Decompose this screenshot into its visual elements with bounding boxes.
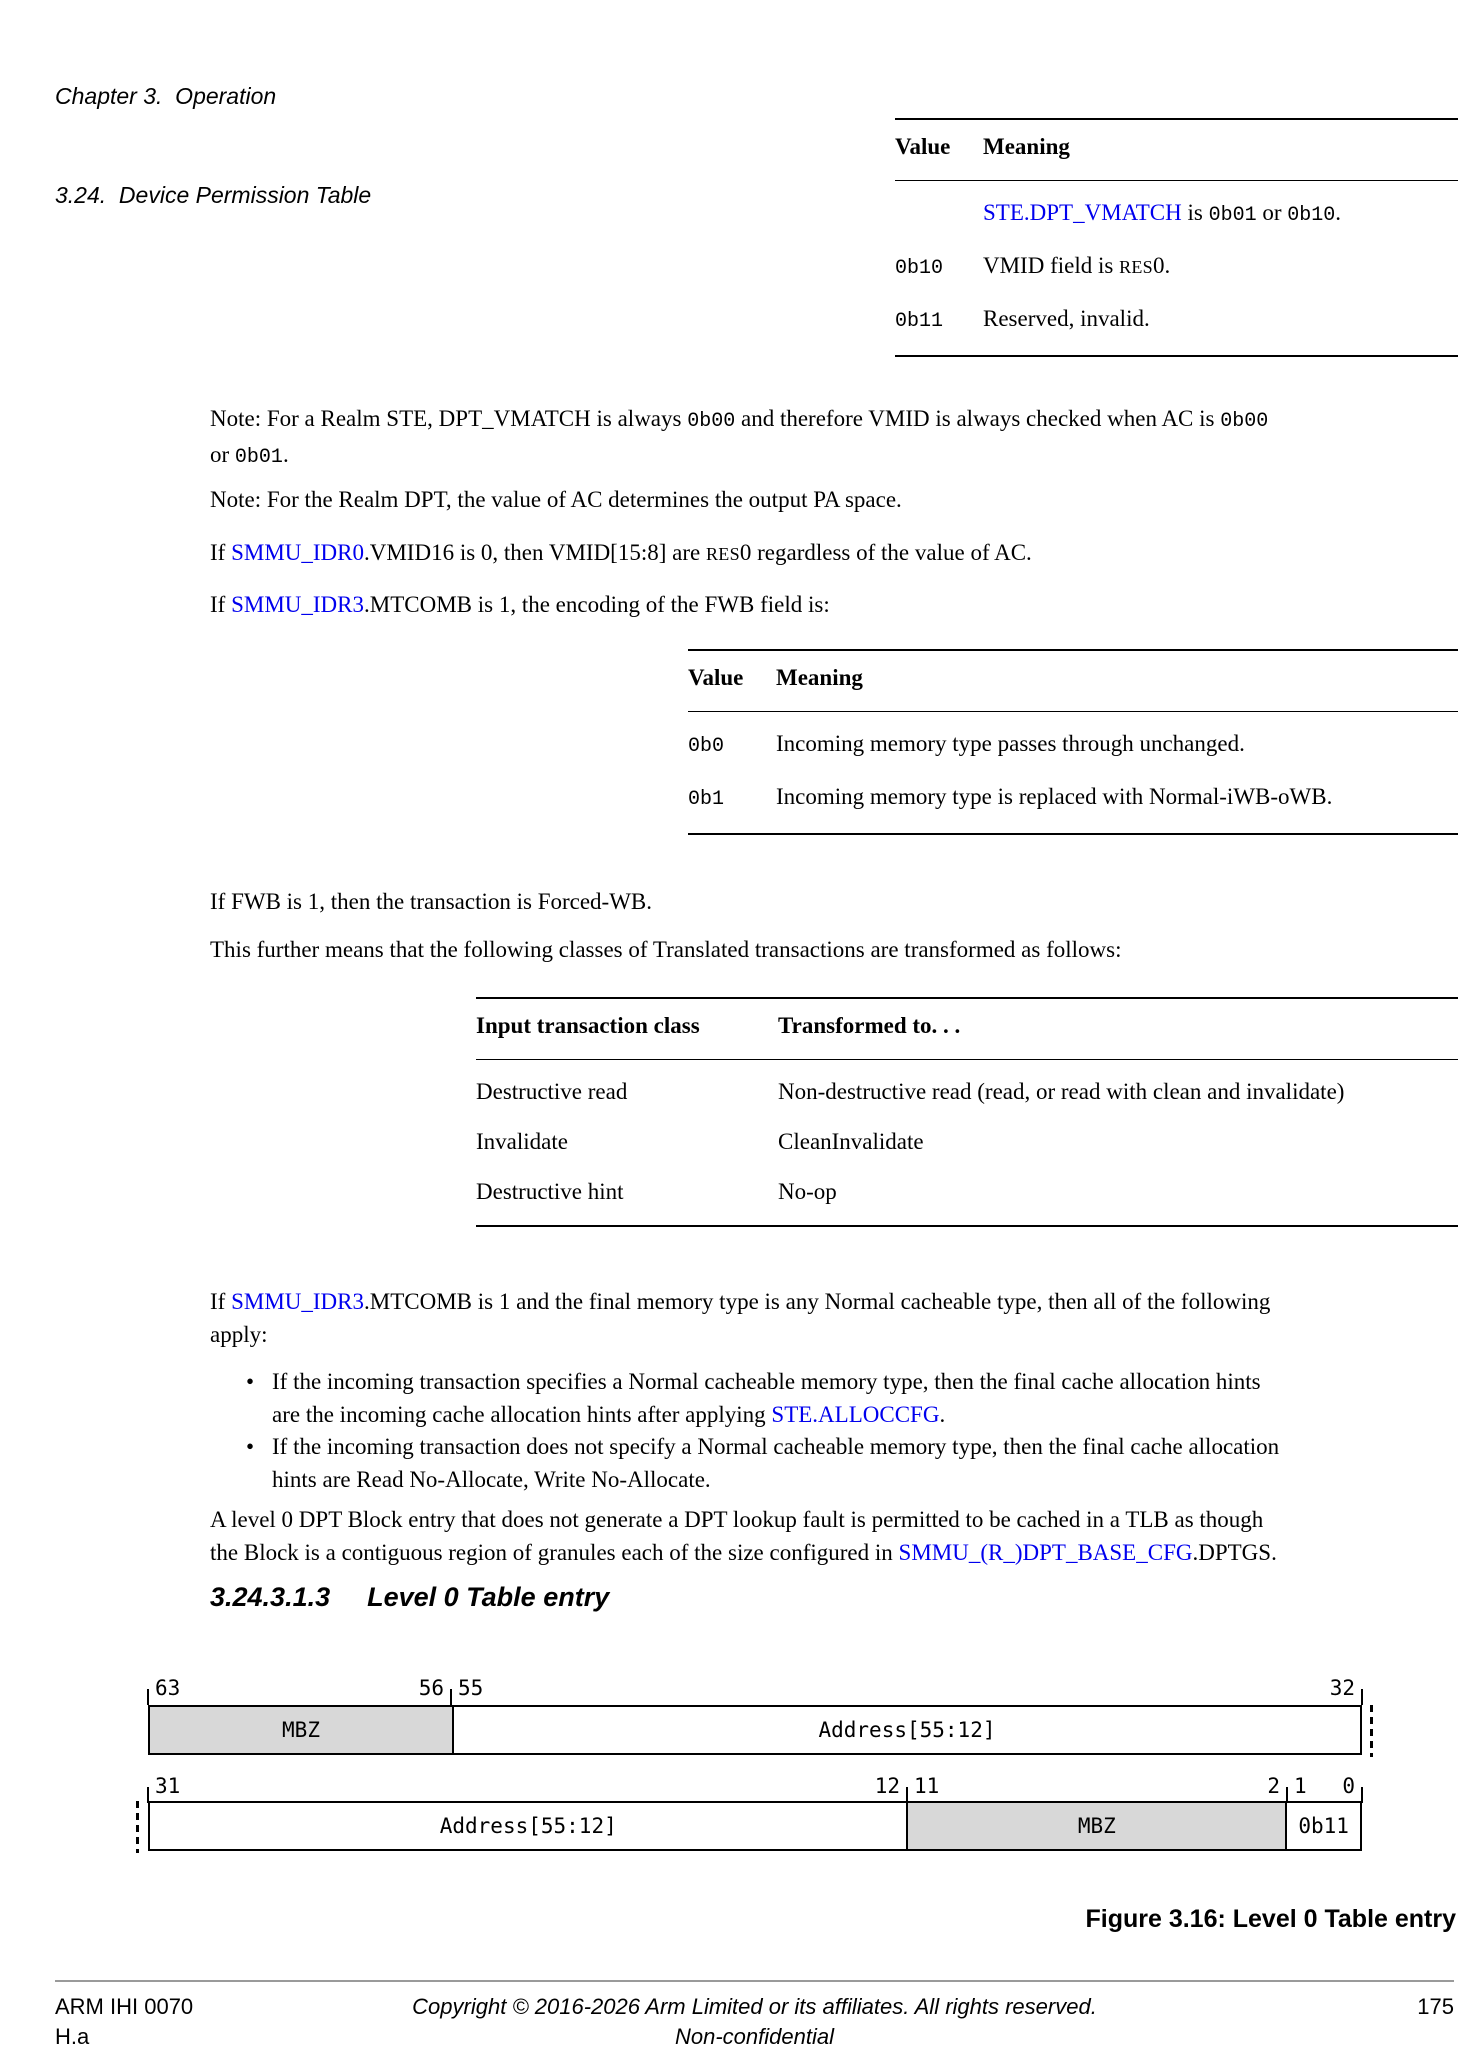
text-line <box>210 402 1460 438</box>
text-run: . <box>939 1402 946 1427</box>
text-line <box>210 1536 1460 1569</box>
text-line <box>210 885 1460 918</box>
text-run: Reserved, invalid. <box>983 306 1150 331</box>
text-run: 0 regardless of the value of AC. <box>739 540 1032 565</box>
text-run: If <box>210 592 232 617</box>
bit-number-low: 56 <box>418 1676 444 1700</box>
text-run: the Block is a contiguous region of granules each of the size configured in <box>210 1540 899 1565</box>
paragraph-fwb <box>210 885 1460 918</box>
bitfield-label: Address[55:12] <box>818 1718 996 1742</box>
paragraph-mtcomb-intro <box>210 588 1460 621</box>
table-cell <box>983 249 1458 285</box>
table-header-cell: Transformed to. . . <box>778 1013 961 1038</box>
table-row <box>476 1167 1458 1217</box>
text-line <box>210 1503 1460 1536</box>
text-run: A level 0 DPT Block entry that does not generate a DPT lookup fault is permitted to be cached in a TLB as though <box>210 1507 1264 1532</box>
text-line <box>210 933 1460 966</box>
table-header-cell: Input transaction class <box>476 1013 700 1038</box>
bitfield-cell-0b11 <box>1285 1803 1360 1849</box>
text-line <box>272 1463 1460 1496</box>
doc-id: ARM IHI 0070 <box>55 1994 194 2019</box>
doc-version: H.a <box>55 2024 90 2048</box>
table-header-row <box>688 651 1458 712</box>
bitfield-label: MBZ <box>1077 1814 1116 1838</box>
note-paragraph-realm-dpt <box>210 483 1460 516</box>
table-row <box>895 241 1458 294</box>
text-run: This further means that the following classes of Translated transactions are transformed as follows: <box>210 937 1122 962</box>
text-run: hints are Read No-Allocate, Write No-Allocate. <box>272 1467 711 1492</box>
text-run: Invalidate <box>476 1129 568 1154</box>
text-line <box>210 588 1460 621</box>
text-run: or <box>210 442 235 467</box>
table-row <box>688 772 1458 825</box>
text-line <box>210 1285 1460 1318</box>
header-chapter: Chapter 3. Operation <box>55 83 277 109</box>
table-cell <box>895 302 983 338</box>
table-cell <box>778 1125 1458 1158</box>
text-run: . <box>1335 200 1342 225</box>
table-cell <box>778 1175 1458 1208</box>
table-body <box>688 712 1458 833</box>
table-cell <box>476 1125 778 1158</box>
text-run: If FWB is 1, then the transaction is Forced-WB. <box>210 889 653 914</box>
section-heading <box>210 1582 609 1613</box>
table-row <box>895 294 1458 347</box>
bit-boundary-tick <box>1361 1689 1363 1705</box>
text-run: .DPTGS. <box>1192 1540 1277 1565</box>
text-run: CleanInvalidate <box>778 1129 924 1154</box>
bitfield-cell-address-55-12- <box>150 1803 906 1849</box>
bullet-marker: • <box>246 1434 255 1459</box>
table-body <box>476 1060 1458 1225</box>
bitfield-cell-address-55-12- <box>452 1707 1360 1753</box>
bit-number-high: 63 <box>155 1676 181 1700</box>
note-paragraph-vmatch <box>210 402 1460 474</box>
text-line <box>210 483 1460 516</box>
footer-page-number: 175 <box>1417 1994 1454 2019</box>
table-cell <box>776 780 1458 816</box>
table-cell <box>983 302 1458 338</box>
page-header <box>55 14 371 278</box>
text-run: If the incoming transaction does not specify a Normal cacheable memory type, then the final cache allocation <box>272 1434 1280 1459</box>
doc-link[interactable]: SMMU_IDR0 <box>231 540 364 565</box>
bit-boundary-tick <box>147 1689 149 1705</box>
inline-code: 0b10 <box>1287 204 1336 227</box>
continuation-dashed-line <box>1370 1705 1373 1757</box>
inline-code: 0b01 <box>234 446 283 469</box>
table-row <box>476 1067 1458 1117</box>
bitfield-cell-mbz <box>906 1803 1285 1849</box>
doc-link[interactable]: SMMU_(R_)DPT_BASE_CFG <box>898 1540 1193 1565</box>
bit-number-low: 32 <box>1329 1676 1355 1700</box>
text-run: Note: For the Realm DPT, the value of AC determines the output PA space. <box>210 487 902 512</box>
table-row <box>688 719 1458 772</box>
paragraph-mtcomb-apply <box>210 1285 1460 1351</box>
bullet-item <box>272 1365 1460 1431</box>
table-header-row <box>895 120 1458 181</box>
section-title: Level 0 Table entry <box>367 1582 610 1612</box>
footer-rule <box>55 1980 1454 1982</box>
text-run: apply: <box>210 1322 268 1347</box>
paragraph-level0-block <box>210 1503 1460 1569</box>
table-cell <box>688 780 776 816</box>
bit-number-row <box>148 1675 1362 1701</box>
small-caps-text: RES <box>705 544 740 564</box>
table-header-cell: Meaning <box>776 665 863 690</box>
bit-number-low: 2 <box>1267 1774 1280 1798</box>
table-cell <box>778 1075 1458 1108</box>
text-run: 0. <box>1153 253 1171 278</box>
bitfield-label: Address[55:12] <box>439 1814 617 1838</box>
bitfield-label: 0b11 <box>1298 1814 1349 1838</box>
table-row <box>476 1117 1458 1167</box>
bitfield-label: MBZ <box>282 1718 320 1742</box>
classification-line: Non-confidential <box>675 2024 834 2048</box>
bit-number-high: 1 <box>1294 1774 1307 1798</box>
header-section: 3.24. Device Permission Table <box>55 182 372 208</box>
small-caps-text: RES <box>1119 257 1153 277</box>
doc-link[interactable]: STE.DPT_VMATCH <box>983 200 1182 225</box>
text-run: Destructive hint <box>476 1179 624 1204</box>
text-run: VMID field is <box>983 253 1120 278</box>
text-run: .MTCOMB is 1, the encoding of the FWB field is: <box>364 592 830 617</box>
text-line <box>210 438 1460 474</box>
figure-caption: Figure 3.16: Level 0 Table entry <box>1085 1905 1456 1933</box>
text-line <box>210 536 1460 571</box>
text-run: Destructive read <box>476 1079 628 1104</box>
table-row <box>895 188 1458 241</box>
text-run: If <box>210 1289 232 1314</box>
bitfield-row <box>148 1705 1362 1755</box>
inline-code: 0b1 <box>688 788 725 811</box>
bullet-marker: • <box>246 1369 255 1394</box>
bullet-item <box>272 1430 1460 1496</box>
text-run: .VMID16 is 0, then VMID[15:8] are <box>364 540 706 565</box>
text-run: Non-destructive read (read, or read with clean and invalidate) <box>778 1079 1345 1104</box>
table-header-cell: Value <box>688 665 744 690</box>
text-run: Incoming memory type passes through unchanged. <box>776 731 1245 756</box>
table-header-cell: Meaning <box>983 134 1070 159</box>
table-body <box>895 181 1458 355</box>
text-line <box>272 1430 1460 1463</box>
bit-number-high: 11 <box>914 1774 940 1798</box>
bit-number-high: 55 <box>458 1676 484 1700</box>
bit-number-low: 0 <box>1342 1774 1355 1798</box>
inline-code: 0b01 <box>1208 204 1257 227</box>
paragraph-transformed <box>210 933 1460 966</box>
text-run: If <box>210 540 232 565</box>
inline-code: 0b0 <box>688 735 725 758</box>
text-run: is <box>1181 200 1209 225</box>
continuation-dashed-line <box>136 1801 139 1853</box>
footer-copyright <box>55 1992 1454 2048</box>
table-cell <box>476 1175 778 1208</box>
text-run: Note: For a Realm STE, DPT_VMATCH is always <box>210 406 688 431</box>
bitfield-cell-mbz <box>150 1707 452 1753</box>
bit-number-row <box>148 1773 1362 1799</box>
doc-link[interactable]: STE.ALLOCCFG <box>771 1402 940 1427</box>
bit-number-high: 31 <box>155 1774 181 1798</box>
paragraph-vmid16 <box>210 536 1460 571</box>
transaction-class-table <box>476 997 1458 1227</box>
table-cell <box>895 196 983 232</box>
table-cell <box>895 249 983 285</box>
section-number: 3.24.3.1.3 <box>210 1582 331 1612</box>
table-cell <box>476 1075 778 1108</box>
inline-code: 0b11 <box>895 310 944 333</box>
table-cell <box>776 727 1458 763</box>
text-run: and therefore VMID is always checked when AC is <box>735 406 1221 431</box>
value-meaning-table-vmatch <box>895 118 1458 357</box>
copyright-line: Copyright © 2016-2026 Arm Limited or its affiliates. All rights reserved. <box>412 1994 1097 2019</box>
text-run: . <box>282 442 289 467</box>
text-run: .MTCOMB is 1 and the final memory type is any Normal cacheable type, then all of the following <box>364 1289 1271 1314</box>
table-cell <box>983 196 1458 232</box>
table-header-cell: Value <box>895 134 951 159</box>
bit-boundary-tick <box>450 1689 452 1705</box>
inline-code: 0b10 <box>895 257 944 280</box>
doc-link[interactable]: SMMU_IDR3 <box>231 592 364 617</box>
table-header-row <box>476 999 1458 1060</box>
text-line <box>210 1318 1460 1351</box>
text-run: If the incoming transaction specifies a Normal cacheable memory type, then the final cache allocation hints <box>272 1369 1261 1394</box>
text-run: or <box>1256 200 1288 225</box>
text-run: Incoming memory type is replaced with Normal-iWB-oWB. <box>776 784 1333 809</box>
bit-number-low: 12 <box>874 1774 900 1798</box>
table-cell <box>688 727 776 763</box>
text-run: No-op <box>778 1179 837 1204</box>
bitfield-row <box>148 1801 1362 1851</box>
value-meaning-table-fwb <box>688 649 1458 835</box>
inline-code: 0b00 <box>687 410 736 433</box>
inline-code: 0b00 <box>1220 410 1269 433</box>
doc-link[interactable]: SMMU_IDR3 <box>231 1289 364 1314</box>
text-line <box>272 1398 1460 1431</box>
text-line <box>272 1365 1460 1398</box>
text-run: are the incoming cache allocation hints after applying <box>272 1402 772 1427</box>
